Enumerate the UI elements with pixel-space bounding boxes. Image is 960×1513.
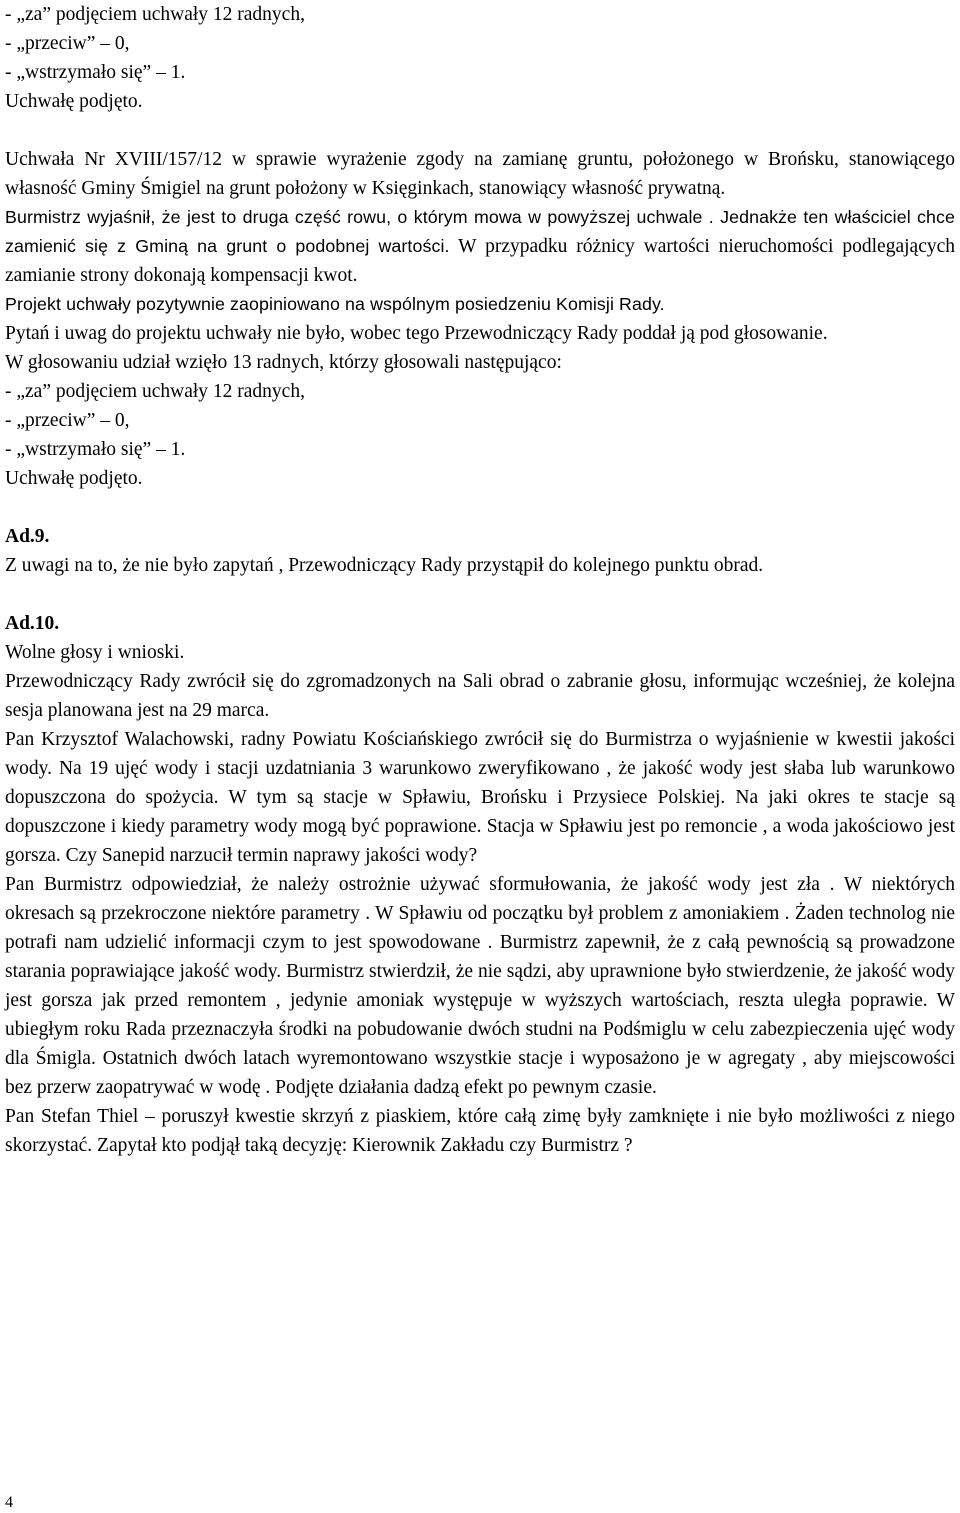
vote-wstrzymalo-line: - „wstrzymało się” – 1. <box>5 62 186 83</box>
chair-paragraph: Przewodniczący Rady zwrócił się do zgromadzonych na Sali obrad o zabranie głosu, informując wcześniej, że kolejna sesja planowana jest na 29 marca. <box>5 671 955 721</box>
vote-przeciw-line: - „przeciw” – 0, <box>5 33 130 54</box>
page-number: 4 <box>5 1494 13 1511</box>
agenda-item-10 <box>5 609 955 1160</box>
document-page <box>5 0 955 1160</box>
spacer <box>5 493 955 522</box>
mayor-explanation-paragraph <box>5 203 955 290</box>
walachowski-paragraph: Pan Krzysztof Walachowski, radny Powiatu Kościańskiego zwrócił się do Burmistrza o wyjaśnienie w kwestii jakości wody. Na 19 ujęć wody i stacji uzdatniania 3 warunkowo zweryfikowano , że jakość wody jest słaba lub warunkowo dopuszczona do spożycia. W tym są stacje w Spławiu, Brońsku i Przysiece Polskiej. Na jaki okres te stacje są dopuszczone i kiedy parametry wody mogą być poprawione. Stacja w Spławiu jest po remoncie , a woda jakościowo jest gorsza. Czy Sanepid narzucił termin naprawy jakości wody? <box>5 729 955 866</box>
mayor-explanation-text: Burmistrz wyjaśnił, że jest to druga część rowu, o którym mowa w powyższej uchwale . Jednakże ten właściciel chce zamienić się z Gminą na grunt o podobnej wartości. <box>5 207 955 256</box>
vote-block-2 <box>5 377 955 493</box>
vote-block-1 <box>5 0 955 116</box>
spacer <box>5 580 955 609</box>
resolution-title: Uchwała Nr XVIII/157/12 w sprawie wyrażenie zgody na zamianę gruntu, położonego w Brońsku, stanowiącego własność Gminy Śmigiel na grunt położony w Księginkach, stanowiący własność prywatną. <box>5 149 955 199</box>
agenda-item-9 <box>5 522 955 580</box>
spacer <box>5 116 955 145</box>
thiel-paragraph: Pan Stefan Thiel – poruszył kwestie skrzyń z piaskiem, które całą zimę były zamknięte i nie było możliwości z niego skorzystać. Zapytał kto podjął taką decyzję: Kierownik Zakładu czy Burmistrz ? <box>5 1106 955 1156</box>
agenda-subheading: Wolne głosy i wnioski. <box>5 642 185 663</box>
vote-result-line: Uchwałę podjęto. <box>5 91 143 112</box>
questions-paragraph: Pytań i uwag do projektu uchwały nie było, wobec tego Przewodniczący Rady poddał ją pod głosowanie. <box>5 323 828 344</box>
vote-result-line: Uchwałę podjęto. <box>5 468 143 489</box>
vote-za-line: - „za” podjęciem uchwały 12 radnych, <box>5 381 305 402</box>
vote-przeciw-line: - „przeciw” – 0, <box>5 410 130 431</box>
vote-intro: W głosowaniu udział wzięło 13 radnych, którzy głosowali następująco: <box>5 352 562 373</box>
agenda-heading: Ad.10. <box>5 613 60 634</box>
vote-za-line: - „za” podjęciem uchwały 12 radnych, <box>5 4 305 25</box>
committee-opinion: Projekt uchwały pozytywnie zaopiniowano na wspólnym posiedzeniu Komisji Rady. <box>5 294 665 314</box>
resolution-block <box>5 145 955 377</box>
agenda-text: Z uwagi na to, że nie było zapytań , Przewodniczący Rady przystąpił do kolejnego punktu obrad. <box>5 555 764 576</box>
mayor-answer-paragraph: Pan Burmistrz odpowiedział, że należy ostrożnie używać sformułowania, że jakość wody jest zła . W niektórych okresach są przekroczone niektóre parametry . W Spławiu od początku był problem z amoniakiem . Żaden technolog nie potrafi nam udzielić informacji czym to jest spowodowane . Burmistrz zapewnił, że z całą pewnością są prowadzone starania poprawiające jakość wody. Burmistrz stwierdził, że nie sądzi, aby uprawnione było stwierdzenie, że jakość wody jest gorsza jak przed remontem , jedynie amoniak występuje w wyższych wartościach, reszta uległa poprawie. W ubiegłym roku Rada przeznaczyła środki na pobudowanie dwóch studni na Podśmiglu w celu zabezpieczenia ujęć wody dla Śmigla. Ostatnich dwóch latach wyremontowano wszystkie stacje i wyposażono je w agregaty , aby miejscowości bez przerw zaopatrywać w wodę . Podjęte działania dadzą efekt po pewnym czasie. <box>5 874 955 1098</box>
vote-wstrzymalo-line: - „wstrzymało się” – 1. <box>5 439 186 460</box>
agenda-heading: Ad.9. <box>5 526 50 547</box>
compensation-text: W przypadku różnicy wartości nieruchomości podlegających zamianie strony dokonają kompensacji kwot. <box>5 236 955 286</box>
